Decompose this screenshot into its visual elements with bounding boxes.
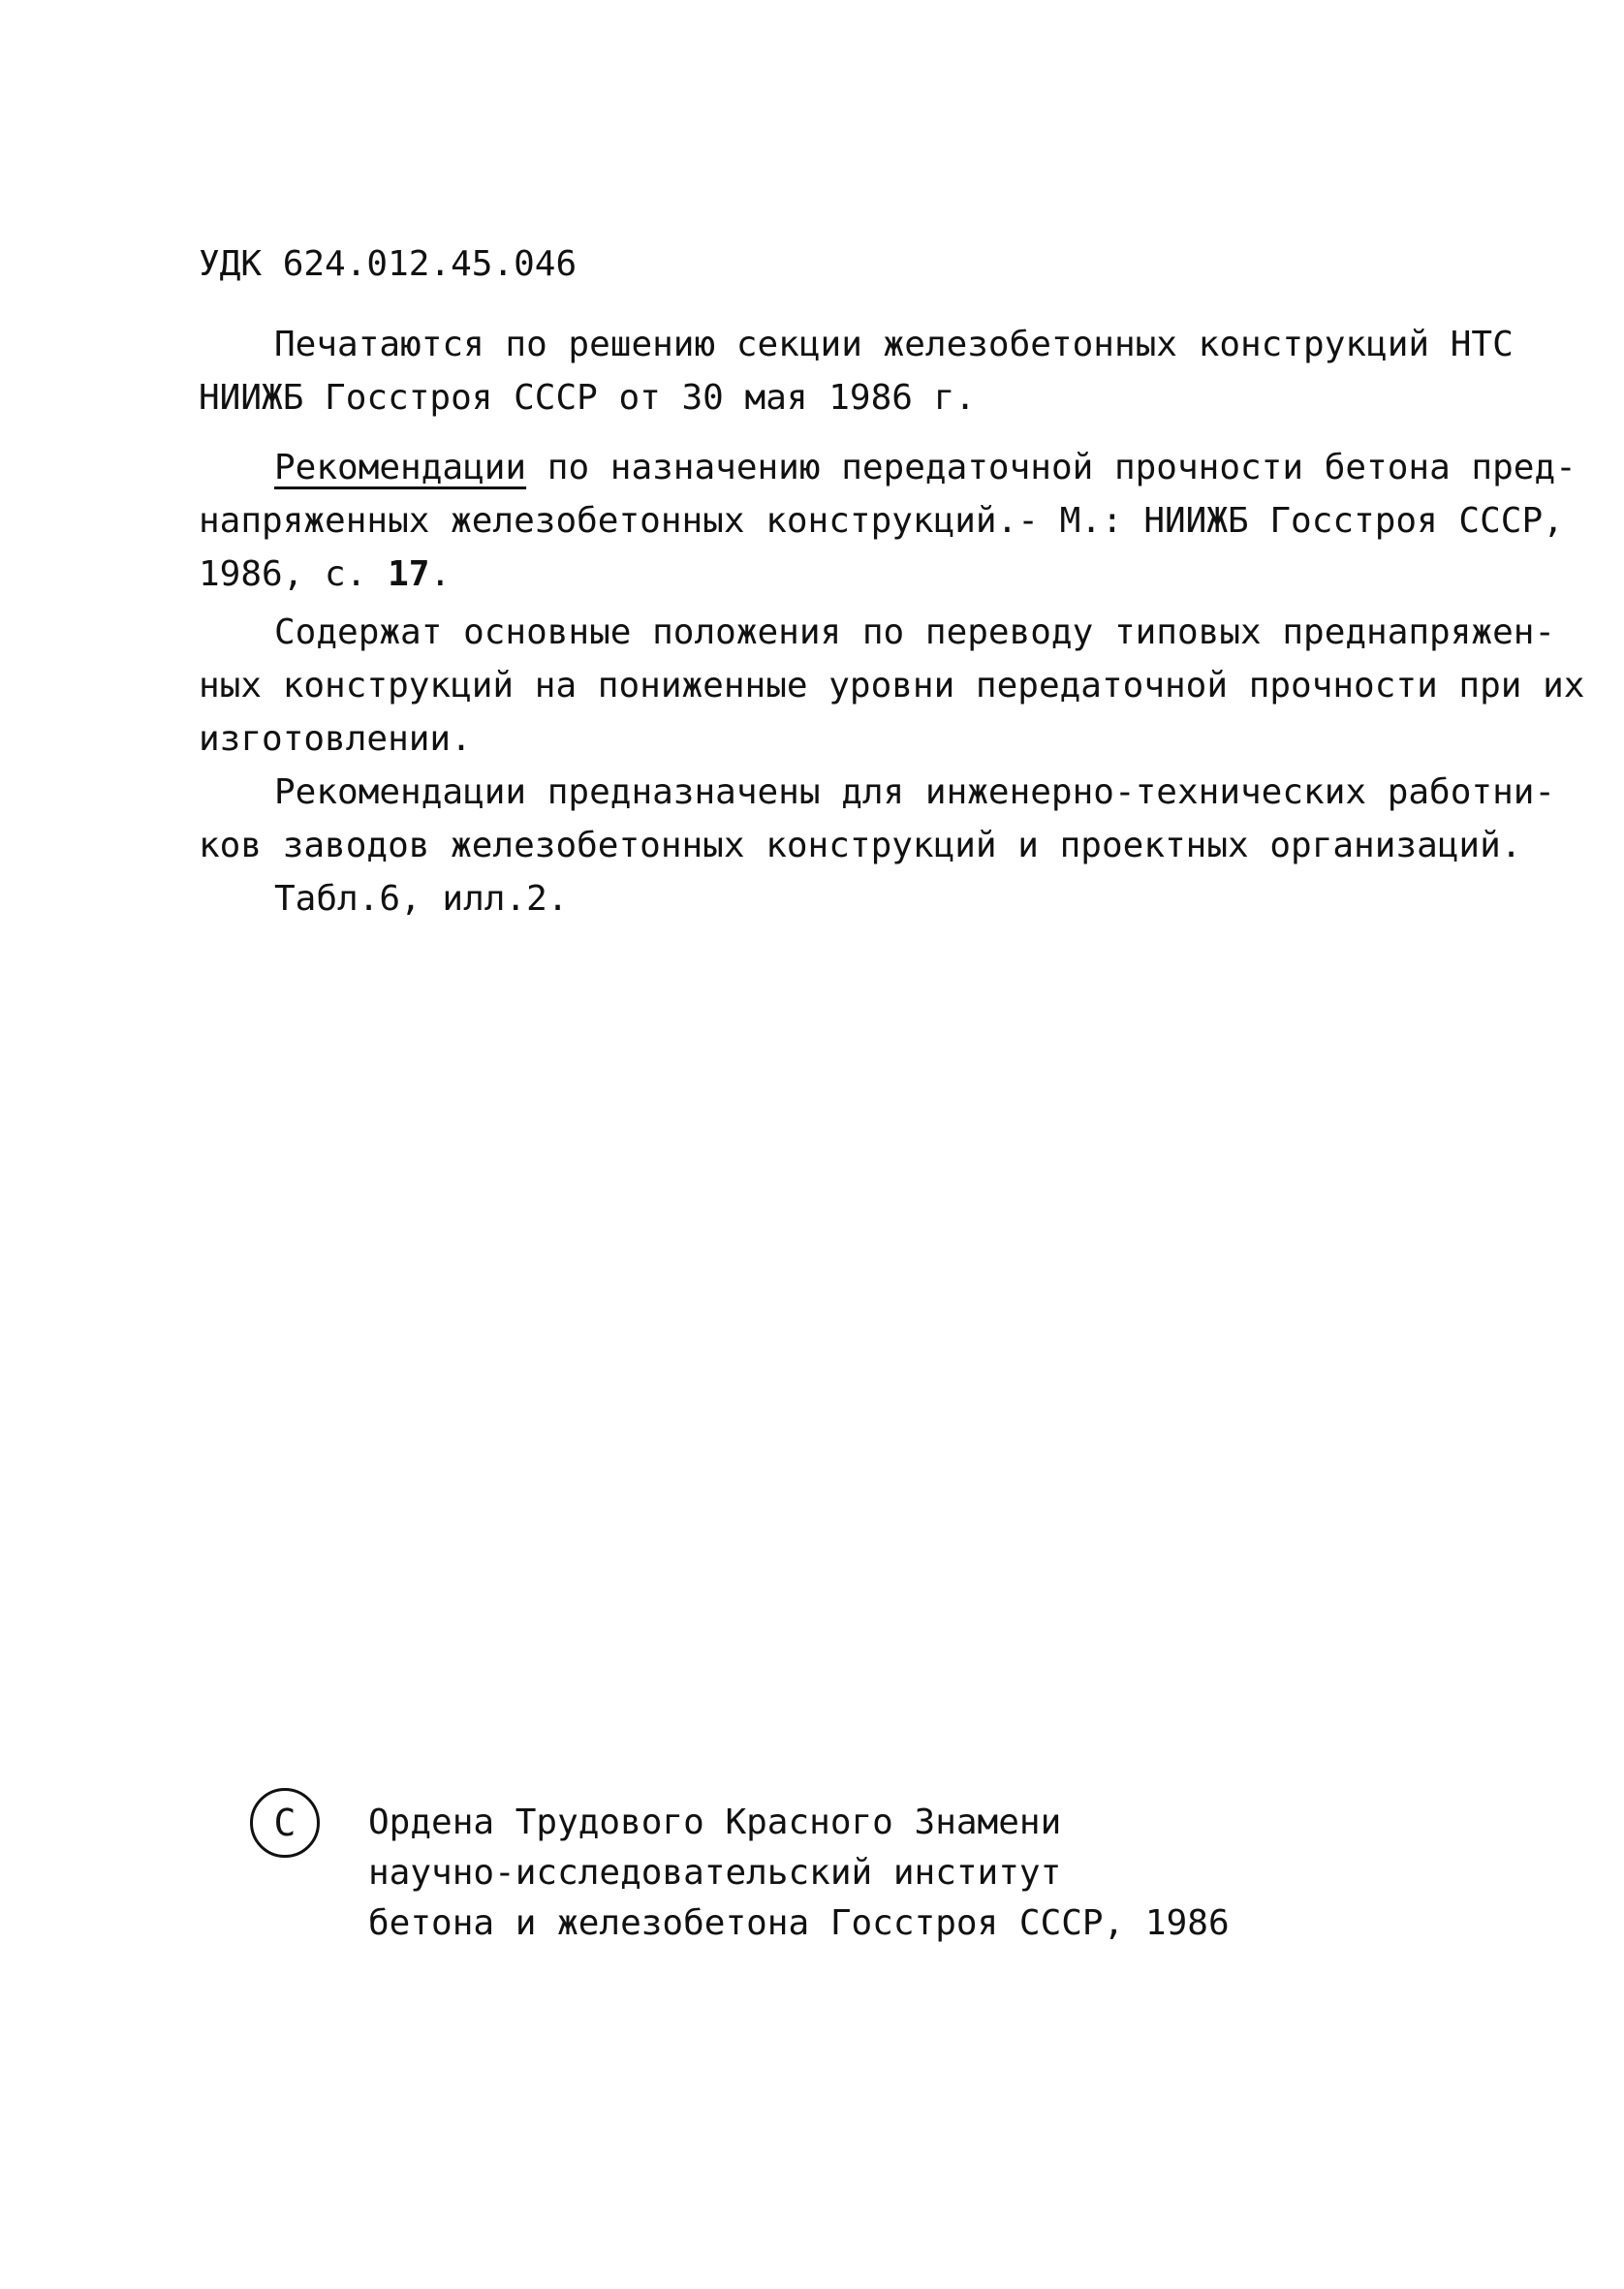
abstract-line-3: изготовлении. (199, 719, 472, 759)
citation-line-1 (199, 441, 1577, 494)
print-decision-line-1: Печатаются по решению секции железобетонных конструкций НТС (274, 325, 1514, 364)
citation-page-count: 17 (388, 554, 430, 594)
abstract-line-6: Табл.6, илл.2. (274, 879, 569, 919)
print-decision-paragraph (199, 318, 1514, 424)
citation-line-2: напряженных железобетонных конструкций.- М.: НИИЖБ Госстроя СССР, (199, 501, 1564, 541)
citation-period: . (429, 554, 452, 594)
udc-code (199, 237, 1449, 291)
publisher-line-1: Ордена Трудового Красного Знамени (368, 1803, 1062, 1842)
abstract-line-5: ков заводов железобетонных конструкций и проектных организаций. (199, 826, 1522, 865)
publisher-block (368, 1798, 1230, 1949)
abstract-paragraph (199, 606, 1585, 925)
publisher-line-3: бетона и железобетона Госстроя СССР, 1986 (368, 1903, 1230, 1943)
udc-line: УДК 624.012.45.046 (199, 244, 578, 284)
abstract-line-4: Рекомендации предназначены для инженерно-технических работни- (274, 772, 1556, 812)
citation-line-3 (199, 548, 1449, 601)
copyright-icon: C (250, 1788, 320, 1858)
abstract-line-2: ных конструкций на пониженные уровни передаточной прочности при их (199, 666, 1585, 706)
print-decision-line-2: НИИЖБ Госстроя СССР от 30 мая 1986 г. (199, 378, 976, 418)
citation-title-word: Рекомендации (274, 448, 527, 487)
citation-paragraph (199, 441, 1577, 601)
publisher-line-2: научно-исследовательский институт (368, 1853, 1062, 1893)
abstract-line-1: Содержат основные положения по переводу типовых преднапряжен- (274, 612, 1556, 652)
citation-line-1-rest: по назначению передаточной прочности бетона пред- (526, 448, 1577, 487)
citation-year: 1986, с. (199, 554, 389, 594)
